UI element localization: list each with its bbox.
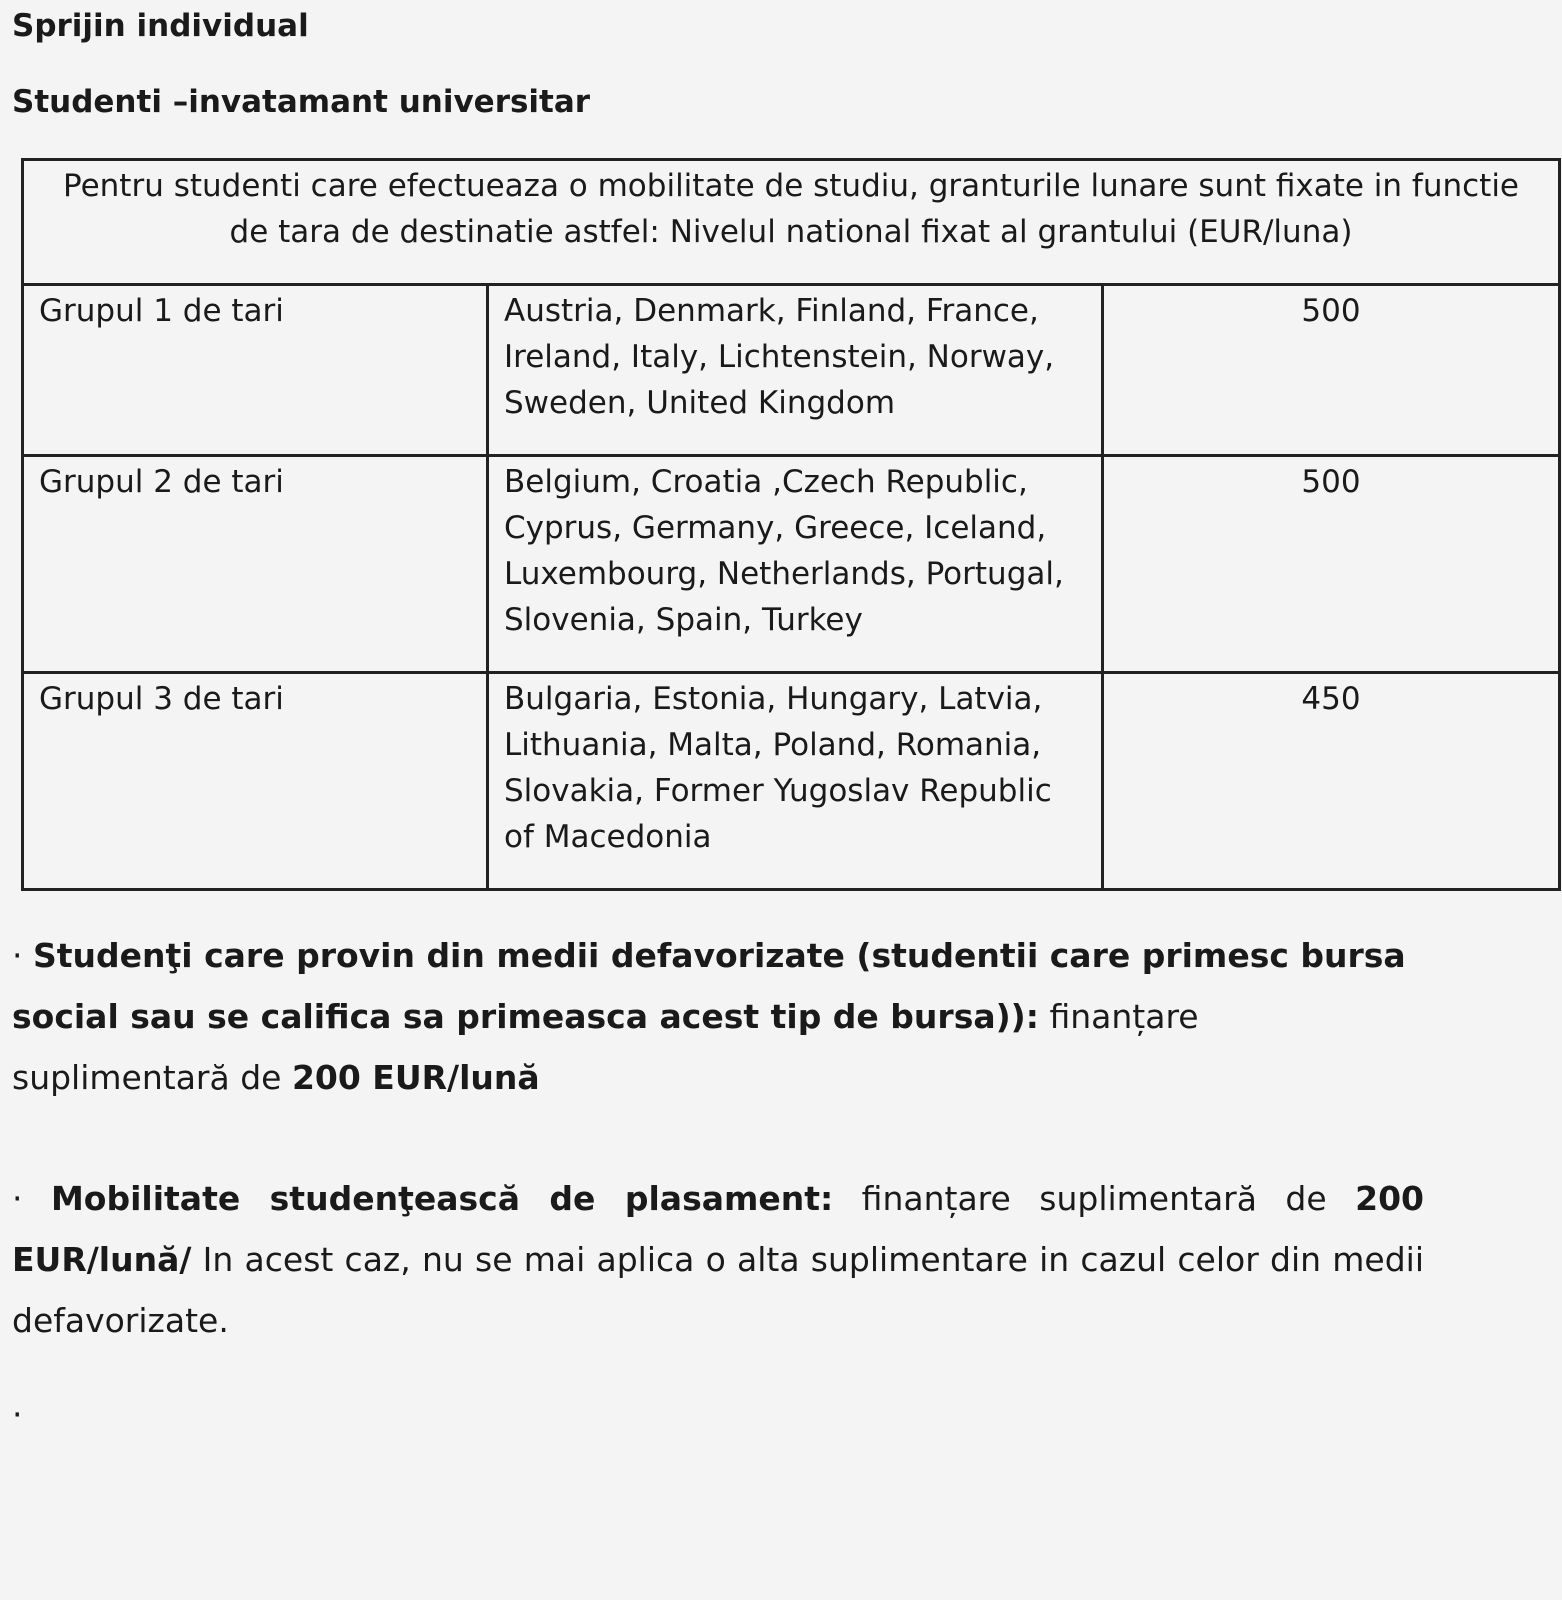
table-row <box>23 673 1560 890</box>
bullet-marker: · <box>12 1179 51 1218</box>
paragraph-bold-lead: Mobilitate studenţească de plasament: <box>50 1179 834 1218</box>
group-label: Grupul 3 de tari <box>39 681 284 717</box>
amount-cell <box>1103 456 1560 673</box>
bullet-marker: · <box>12 936 33 975</box>
placement-mobility-paragraph <box>12 1168 1424 1351</box>
group-label: Grupul 2 de tari <box>39 464 284 500</box>
countries-cell <box>488 456 1103 673</box>
grant-amount: 500 <box>1301 293 1361 329</box>
document-subtitle: Studenti –invatamant universitar <box>12 84 591 120</box>
paragraph-bold-amount: 200 EUR/lună/ <box>12 1179 1425 1279</box>
paragraph-text-end: In acest caz, nu se mai aplica o alta suplimentare in cazul celor din medii defavorizate. <box>12 1240 1424 1340</box>
group-cell <box>23 285 488 456</box>
amount-cell <box>1103 673 1560 890</box>
countries-cell <box>488 285 1103 456</box>
table-intro-text: Pentru studenti care efectueaza o mobilitate de studiu, granturile lunare sunt fixate in functie de tara de destinatie astfel: Nivelul national fixat al grantului (EUR/luna) <box>62 168 1520 250</box>
disadvantaged-students-paragraph <box>12 925 1424 1108</box>
bullet-marker: · <box>12 1395 23 1434</box>
paragraph-bold-amount: 200 EUR/lună <box>291 1058 540 1097</box>
grant-amount: 500 <box>1301 464 1361 500</box>
table-row <box>23 456 1560 673</box>
group-cell <box>23 673 488 890</box>
table-header-row <box>23 160 1560 285</box>
group-label: Grupul 1 de tari <box>39 293 284 329</box>
paragraph-bold-lead: Studenţi care provin din medii defavorizate (studentii care primesc bursa social sau se califica sa primeasca acest tip de bursa)): <box>12 936 1406 1036</box>
group-cell <box>23 456 488 673</box>
trailing-bullet <box>12 1395 1424 1435</box>
document-title: Sprijin individual <box>12 8 309 44</box>
grant-table <box>21 158 1561 891</box>
grant-amount: 450 <box>1301 681 1361 717</box>
table-intro-cell <box>23 160 1560 285</box>
paragraph-text: finanțare suplimentară de <box>833 1179 1356 1218</box>
countries-cell <box>488 673 1103 890</box>
countries-list: Austria, Denmark, Finland, France, Ireland, Italy, Lichtenstein, Norway, Sweden, United Kingdom <box>504 293 1055 421</box>
countries-list: Belgium, Croatia ,Czech Republic, Cyprus, Germany, Greece, Iceland, Luxembourg, Netherlands, Portugal, Slovenia, Spain, Turkey <box>504 464 1064 638</box>
amount-cell <box>1103 285 1560 456</box>
table-row <box>23 285 1560 456</box>
countries-list: Bulgaria, Estonia, Hungary, Latvia, Lithuania, Malta, Poland, Romania, Slovakia, Former Yugoslav Republic of Macedonia <box>504 681 1052 855</box>
paragraph-text: finanțare suplimentară de <box>12 997 1199 1097</box>
